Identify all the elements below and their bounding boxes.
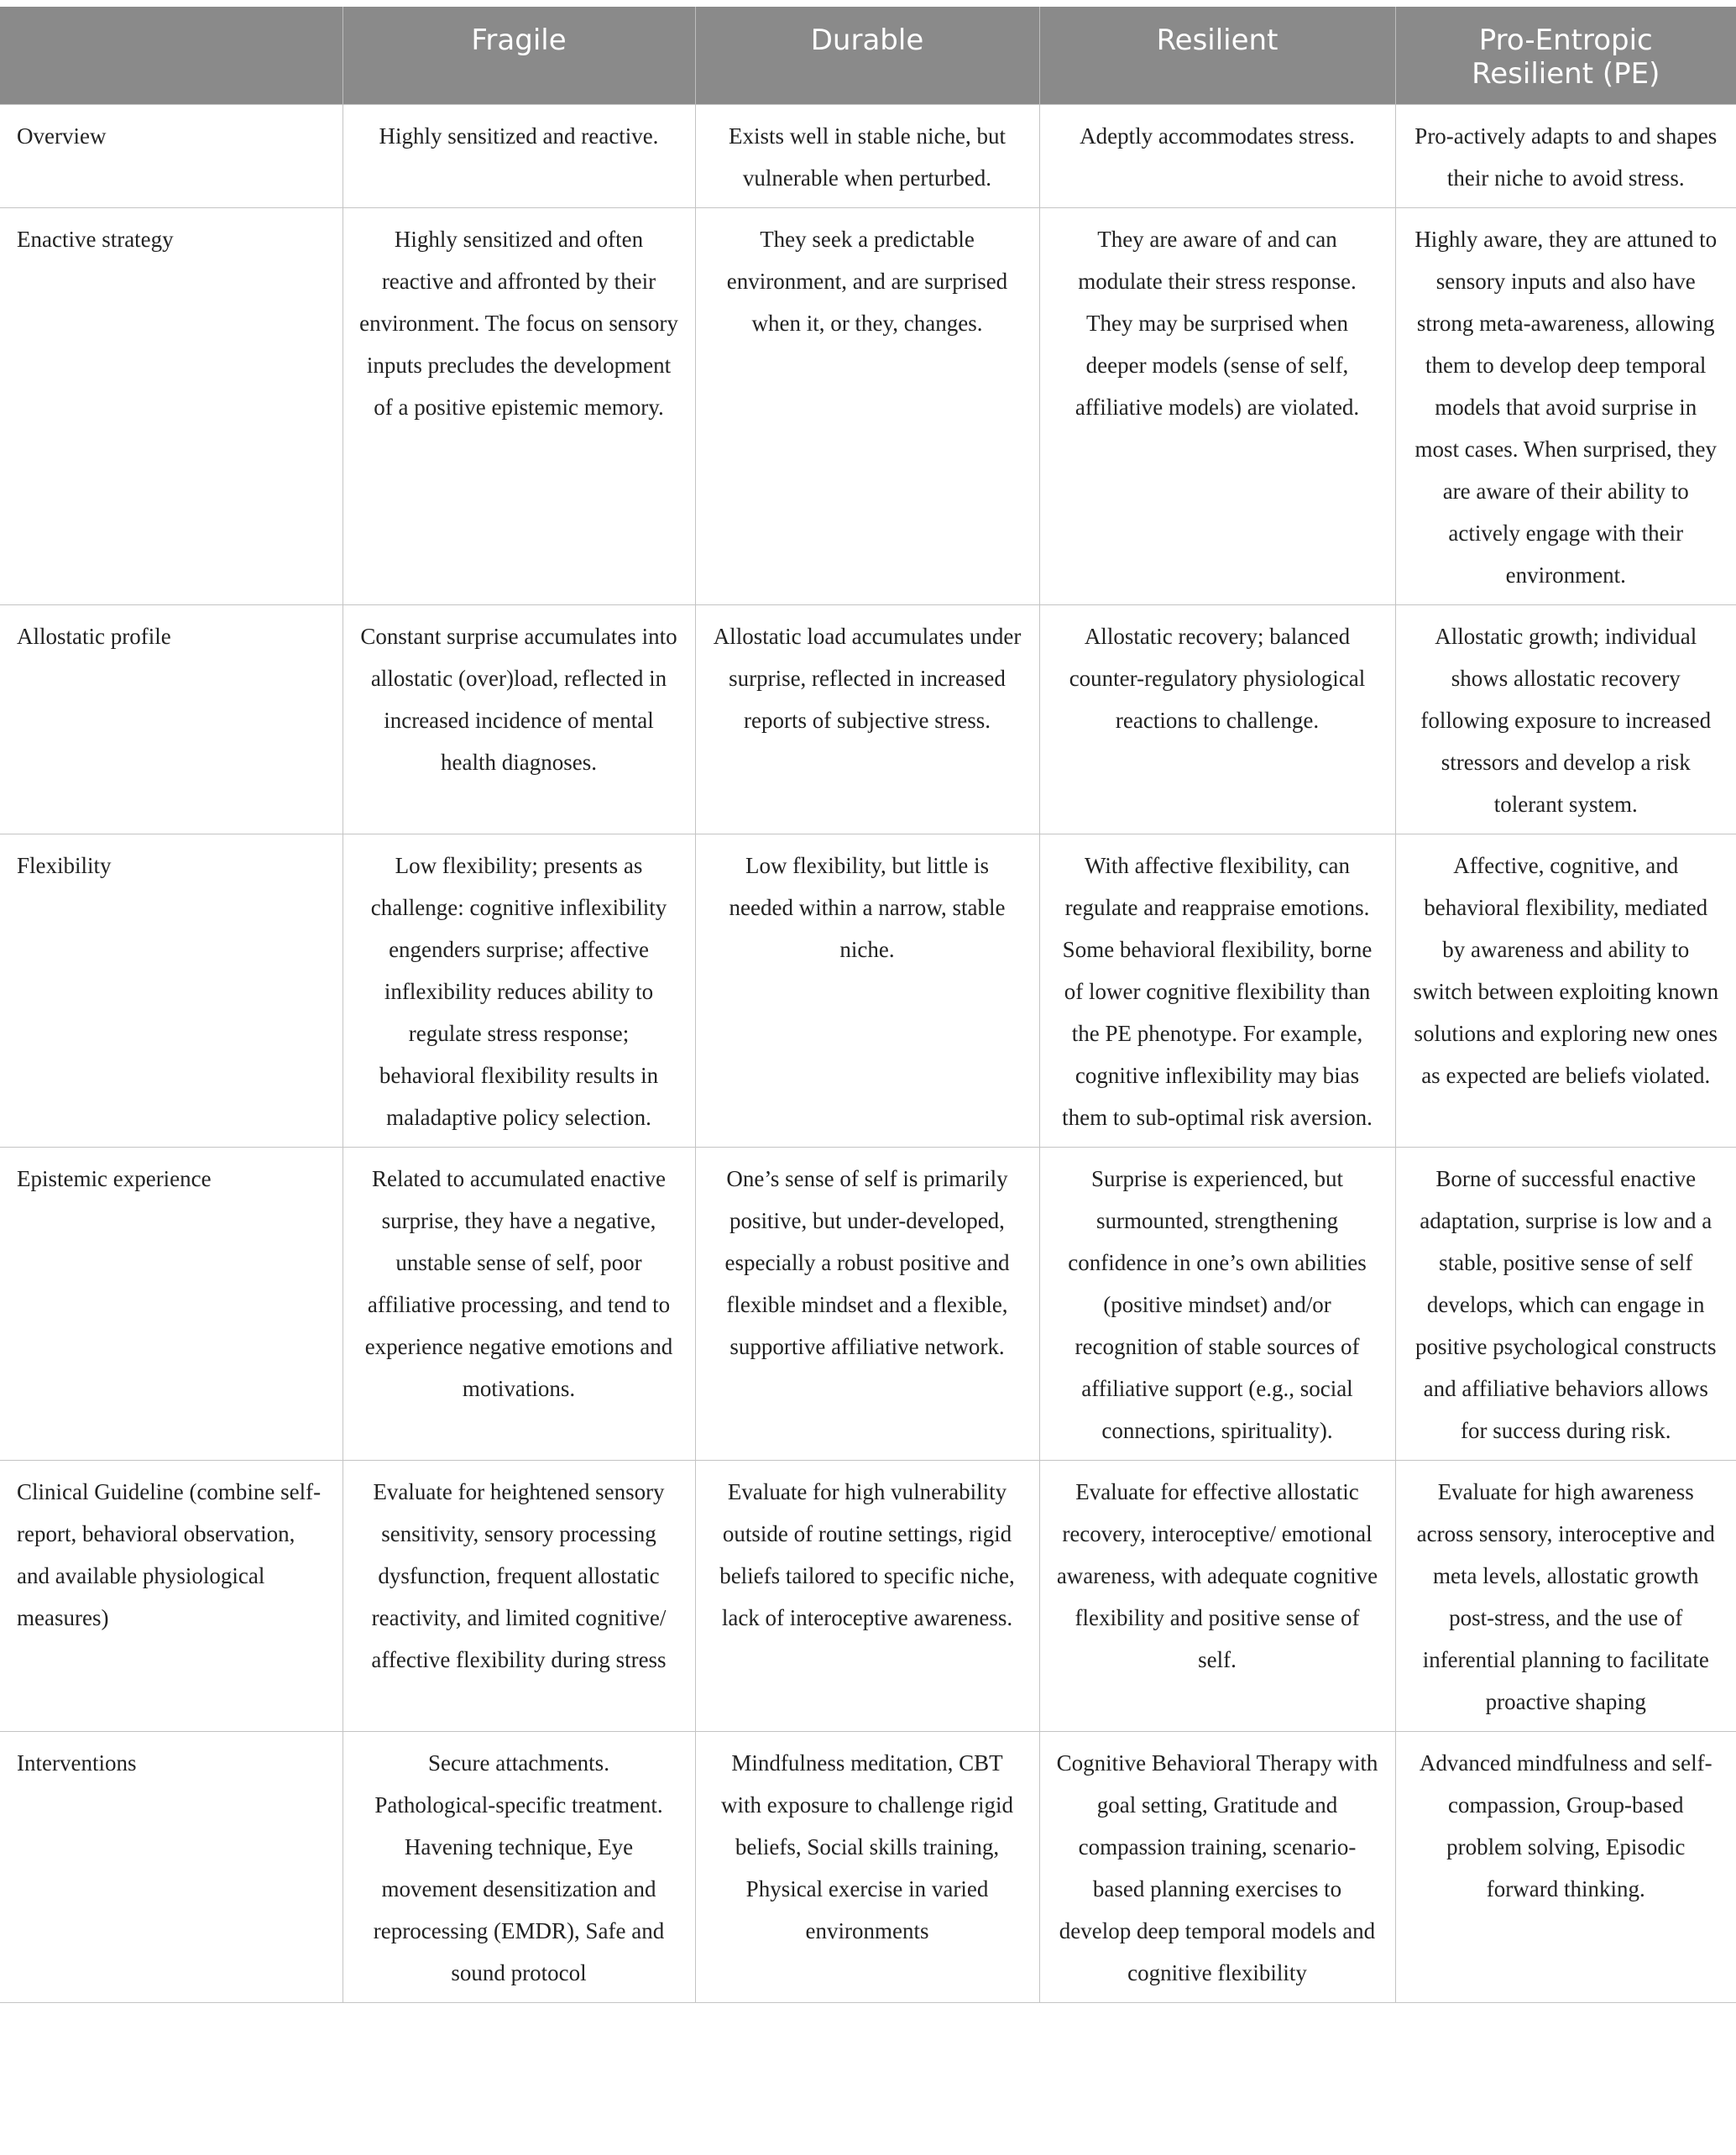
table-row bbox=[0, 1732, 1736, 2003]
table-cell: Affective, cognitive, and behavioral flexibility, mediated by awareness and ability to switch between exploiting known solutions and exploring new ones as expected are beliefs violated. bbox=[1395, 834, 1736, 1148]
table-cell: Highly sensitized and often reactive and affronted by their environment. The focus on sensory inputs precludes the development of a positive epistemic memory. bbox=[342, 208, 695, 605]
header-empty-cell bbox=[0, 7, 342, 105]
table-cell: Highly aware, they are attuned to sensory inputs and also have strong meta-awareness, allowing them to develop deep temporal models that avoid surprise in most cases. When surprised, they are aware of their ability to actively engage with their environment. bbox=[1395, 208, 1736, 605]
header-durable: Durable bbox=[695, 7, 1039, 105]
row-label: Clinical Guideline (combine self-report, behavioral observation, and available physiological measures) bbox=[0, 1461, 342, 1732]
table-row bbox=[0, 105, 1736, 208]
table-cell: Highly sensitized and reactive. bbox=[342, 105, 695, 208]
header-resilient: Resilient bbox=[1039, 7, 1395, 105]
table-row bbox=[0, 605, 1736, 834]
table-cell: Advanced mindfulness and self-compassion, Group-based problem solving, Episodic forward thinking. bbox=[1395, 1732, 1736, 2003]
row-label: Epistemic experience bbox=[0, 1148, 342, 1461]
comparison-table-container bbox=[0, 7, 1736, 2003]
table-cell: Related to accumulated enactive surprise, they have a negative, unstable sense of self, poor affiliative processing, and tend to experience negative emotions and motivations. bbox=[342, 1148, 695, 1461]
row-label: Flexibility bbox=[0, 834, 342, 1148]
row-label: Interventions bbox=[0, 1732, 342, 2003]
row-label: Enactive strategy bbox=[0, 208, 342, 605]
table-cell: Adeptly accommodates stress. bbox=[1039, 105, 1395, 208]
table-cell: Secure attachments. Pathological-specific treatment. Havening technique, Eye movement desensitization and reprocessing (EMDR), Safe and sound protocol bbox=[342, 1732, 695, 2003]
table-cell: Low flexibility, but little is needed within a narrow, stable niche. bbox=[695, 834, 1039, 1148]
table-cell: Allostatic recovery; balanced counter-regulatory physiological reactions to challenge. bbox=[1039, 605, 1395, 834]
row-label: Overview bbox=[0, 105, 342, 208]
table-cell: Evaluate for high vulnerability outside of routine settings, rigid beliefs tailored to specific niche, lack of interoceptive awareness. bbox=[695, 1461, 1039, 1732]
table-cell: Evaluate for high awareness across sensory, interoceptive and meta levels, allostatic growth post-stress, and the use of inferential planning to facilitate proactive shaping bbox=[1395, 1461, 1736, 1732]
table-cell: Evaluate for effective allostatic recovery, interoceptive/ emotional awareness, with adequate cognitive flexibility and positive sense of self. bbox=[1039, 1461, 1395, 1732]
table-cell: Constant surprise accumulates into allostatic (over)load, reflected in increased incidence of mental health diagnoses. bbox=[342, 605, 695, 834]
table-cell: Evaluate for heightened sensory sensitivity, sensory processing dysfunction, frequent allostatic reactivity, and limited cognitive/ affective flexibility during stress bbox=[342, 1461, 695, 1732]
table-cell: Low flexibility; presents as challenge: cognitive inflexibility engenders surprise; affective inflexibility reduces ability to regulate stress response; behavioral flexibility results in maladaptive policy selection. bbox=[342, 834, 695, 1148]
table-cell: Allostatic growth; individual shows allostatic recovery following exposure to increased stressors and develop a risk tolerant system. bbox=[1395, 605, 1736, 834]
table-cell: Cognitive Behavioral Therapy with goal setting, Gratitude and compassion training, scenario-based planning exercises to develop deep temporal models and cognitive flexibility bbox=[1039, 1732, 1395, 2003]
table-cell: They are aware of and can modulate their stress response. They may be surprised when deeper models (sense of self, affiliative models) are violated. bbox=[1039, 208, 1395, 605]
table-cell: Mindfulness meditation, CBT with exposure to challenge rigid beliefs, Social skills training, Physical exercise in varied environments bbox=[695, 1732, 1039, 2003]
table-cell: Exists well in stable niche, but vulnerable when perturbed. bbox=[695, 105, 1039, 208]
table-row bbox=[0, 1148, 1736, 1461]
table-cell: Surprise is experienced, but surmounted, strengthening confidence in one’s own abilities (positive mindset) and/or recognition of stable sources of affiliative support (e.g., social connections, spirituality). bbox=[1039, 1148, 1395, 1461]
row-label: Allostatic profile bbox=[0, 605, 342, 834]
table-cell: Allostatic load accumulates under surprise, reflected in increased reports of subjective stress. bbox=[695, 605, 1039, 834]
phenotype-comparison-table bbox=[0, 7, 1736, 2003]
header-pro-entropic-resilient: Pro-Entropic Resilient (PE) bbox=[1395, 7, 1736, 105]
table-row bbox=[0, 834, 1736, 1148]
table-header-row bbox=[0, 7, 1736, 105]
table-row bbox=[0, 208, 1736, 605]
table-cell: Pro-actively adapts to and shapes their niche to avoid stress. bbox=[1395, 105, 1736, 208]
table-row bbox=[0, 1461, 1736, 1732]
table-cell: They seek a predictable environment, and are surprised when it, or they, changes. bbox=[695, 208, 1039, 605]
table-cell: Borne of successful enactive adaptation, surprise is low and a stable, positive sense of self develops, which can engage in positive psychological constructs and affiliative behaviors allows for success during risk. bbox=[1395, 1148, 1736, 1461]
header-fragile: Fragile bbox=[342, 7, 695, 105]
table-cell: One’s sense of self is primarily positive, but under-developed, especially a robust positive and flexible mindset and a flexible, supportive affiliative network. bbox=[695, 1148, 1039, 1461]
table-cell: With affective flexibility, can regulate and reappraise emotions. Some behavioral flexibility, borne of lower cognitive flexibility than the PE phenotype. For example, cognitive inflexibility may bias them to sub-optimal risk aversion. bbox=[1039, 834, 1395, 1148]
